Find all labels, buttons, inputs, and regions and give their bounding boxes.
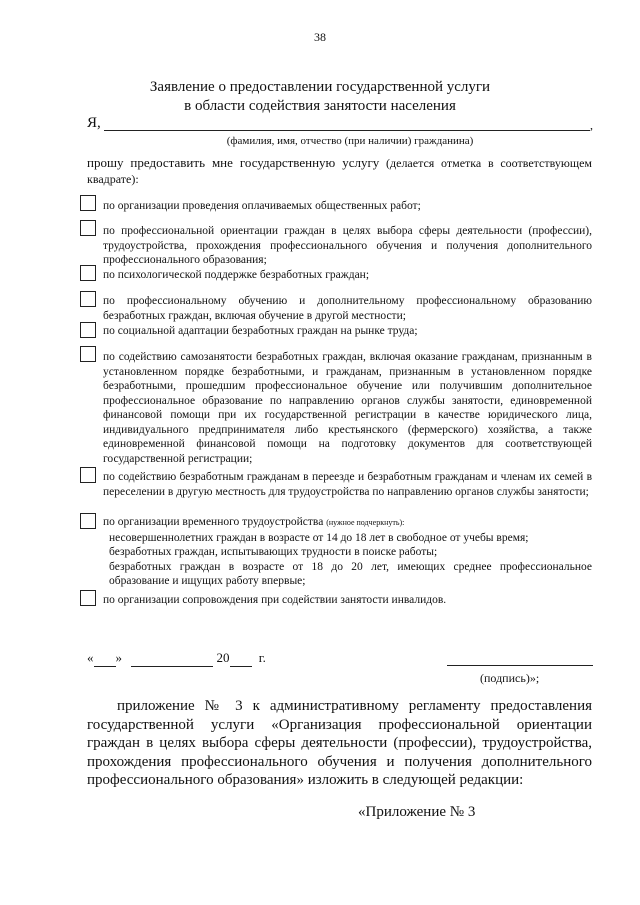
year-suffix: г. [258, 650, 266, 665]
temp-employment-item[interactable]: безработных граждан в возрасте от 18 до 20 лет, имеющих среднее профессиональное образование и ищущих работу впервые; [109, 560, 592, 587]
request-text [87, 155, 592, 187]
service-option-label: по социальной адаптации безработных граждан на рынке труда; [103, 325, 418, 337]
page-number: 38 [314, 30, 326, 44]
service-checkbox[interactable] [80, 467, 96, 483]
request-note: (делается отметка в соответствующем квадрате): [87, 156, 592, 186]
applicant-caption: (фамилия, имя, отчество (при наличии) гражданина) [226, 135, 474, 147]
year-prefix: 20 [216, 650, 230, 665]
temp-employment-item[interactable]: безработных граждан, испытывающих трудности в поиске работы; [109, 546, 438, 558]
service-checkbox[interactable] [80, 195, 96, 211]
service-checkbox[interactable] [80, 291, 96, 307]
signature-field[interactable] [447, 665, 593, 666]
service-option-label: по содействию безработным гражданам в переезде и безработным гражданам и членам их семей в переселении в другую местность для трудоустройства по направлению органов службы занятости; [103, 471, 592, 498]
applicant-label: Я, [87, 115, 101, 131]
day-field[interactable] [94, 650, 116, 667]
form-title-line-2: в области содействия занятости населения [184, 98, 456, 114]
applicant-name-field[interactable] [104, 130, 590, 131]
service-checkbox[interactable] [80, 322, 96, 338]
service-option-label: по профессиональному обучению и дополнительному профессиональному образованию безработных граждан, включая обучение в другой местности; [103, 295, 592, 322]
temp-employment-block [103, 515, 592, 589]
temp-employment-note: (нужное подчеркнуть): [326, 518, 405, 527]
applicant-line-end: , [590, 118, 593, 132]
date-close-quote: » [115, 650, 122, 665]
service-option-label: по организации временного трудоустройства [103, 516, 324, 528]
date-open-quote: « [87, 650, 94, 665]
request-lead: прошу предоставить мне государственную услугу [87, 155, 380, 170]
service-checkbox[interactable] [80, 346, 96, 362]
service-option-label: по психологической поддержке безработных граждан; [103, 269, 370, 281]
month-field[interactable] [131, 650, 213, 667]
temp-employment-item[interactable]: несовершеннолетних граждан в возрасте от 14 до 18 лет в свободное от учебы время; [109, 531, 529, 544]
appendix-heading: «Приложение № 3 [358, 804, 476, 820]
form-title-line-1: Заявление о предоставлении государственной услуги [149, 79, 491, 95]
service-option-label: по организации сопровождения при содействии занятости инвалидов. [103, 594, 447, 606]
amendment-paragraph: приложение № 3 к административному регламенту предоставления государственной услуги «Организация профессиональной ориентации граждан в целях выбора сферы деятельности (профессии), трудоустройства, прохождения профессионального обучения и получения дополнительного профессионального образования» изложить в следующей редакции: [87, 698, 592, 788]
date-row [87, 650, 266, 667]
service-option-label: по профессиональной ориентации граждан в целях выбора сферы деятельности (профессии), трудоустройства, прохождения профессионального обучения и получения дополнительного профессионального образования; [103, 225, 592, 266]
year-field[interactable] [230, 650, 252, 667]
service-checkbox[interactable] [80, 220, 96, 236]
service-option-label: по содействию самозанятости безработных граждан, включая оказание гражданам, признанным в установленном порядке безработными, и гражданам, признанным в установленном порядке безработными, прошедшим профессиональное обучение или получившим дополнительное профессиональное образование по направлению органов службы занятости, единовременной финансовой помощи при их государственной регистрации в качестве юридического лица, индивидуального предпринимателя либо крестьянского (фермерского) хозяйства, а также единовременной финансовой помощи на подготовку документов для соответствующей государственной регистрации; [103, 351, 592, 465]
service-checkbox[interactable] [80, 590, 96, 606]
service-option-label: по организации проведения оплачиваемых общественных работ; [103, 200, 421, 212]
service-checkbox[interactable] [80, 513, 96, 529]
service-checkbox[interactable] [80, 265, 96, 281]
signature-caption: (подпись)»; [480, 671, 540, 685]
